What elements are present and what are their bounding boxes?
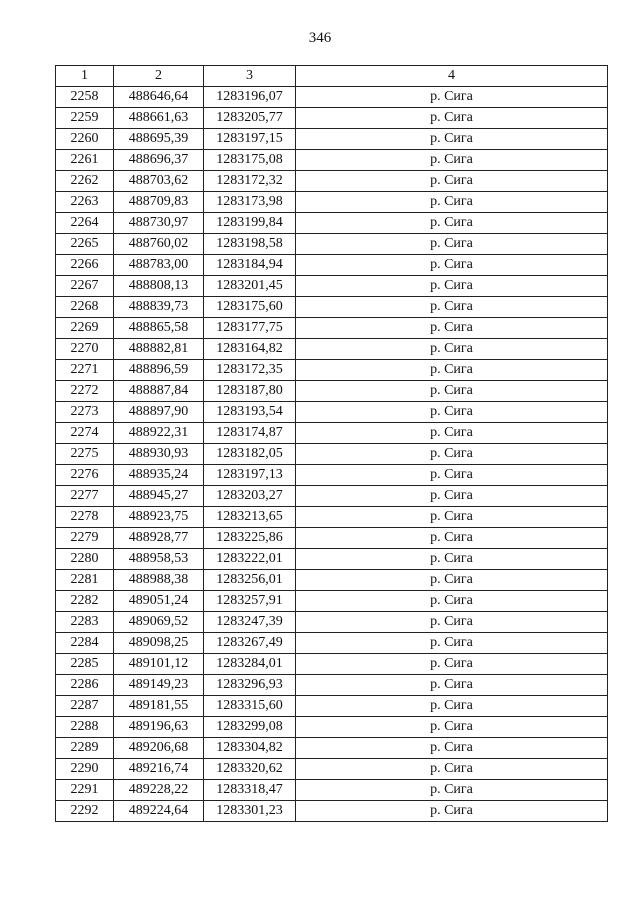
table-row (56, 339, 608, 360)
description-cell: р. Сига (296, 150, 608, 171)
x-coordinate-cell: 489149,23 (114, 675, 204, 696)
table-body (56, 87, 608, 822)
table-row (56, 192, 608, 213)
table-row (56, 549, 608, 570)
x-coordinate-cell: 488730,97 (114, 213, 204, 234)
description-cell: р. Сига (296, 192, 608, 213)
x-coordinate-cell: 489224,64 (114, 801, 204, 822)
x-coordinate-cell: 489051,24 (114, 591, 204, 612)
description-cell: р. Сига (296, 528, 608, 549)
x-coordinate-cell: 489228,22 (114, 780, 204, 801)
description-cell: р. Сига (296, 486, 608, 507)
description-cell: р. Сига (296, 633, 608, 654)
description-cell: р. Сига (296, 402, 608, 423)
y-coordinate-cell: 1283205,77 (204, 108, 296, 129)
table-row (56, 633, 608, 654)
table-row (56, 654, 608, 675)
table-row (56, 255, 608, 276)
header-cell-col3: 3 (204, 66, 296, 87)
x-coordinate-cell: 488760,02 (114, 234, 204, 255)
x-coordinate-cell: 488783,00 (114, 255, 204, 276)
x-coordinate-cell: 488945,27 (114, 486, 204, 507)
y-coordinate-cell: 1283284,01 (204, 654, 296, 675)
y-coordinate-cell: 1283187,80 (204, 381, 296, 402)
table-row (56, 171, 608, 192)
x-coordinate-cell: 488646,64 (114, 87, 204, 108)
header-cell-col1: 1 (56, 66, 114, 87)
y-coordinate-cell: 1283296,93 (204, 675, 296, 696)
point-number-cell: 2281 (56, 570, 114, 591)
table-row (56, 570, 608, 591)
y-coordinate-cell: 1283196,07 (204, 87, 296, 108)
description-cell: р. Сига (296, 297, 608, 318)
table-row (56, 486, 608, 507)
description-cell: р. Сига (296, 465, 608, 486)
y-coordinate-cell: 1283175,60 (204, 297, 296, 318)
point-number-cell: 2292 (56, 801, 114, 822)
description-cell: р. Сига (296, 675, 608, 696)
y-coordinate-cell: 1283184,94 (204, 255, 296, 276)
point-number-cell: 2283 (56, 612, 114, 633)
description-cell: р. Сига (296, 381, 608, 402)
y-coordinate-cell: 1283174,87 (204, 423, 296, 444)
table-row (56, 675, 608, 696)
table-row (56, 696, 608, 717)
description-cell: р. Сига (296, 780, 608, 801)
point-number-cell: 2286 (56, 675, 114, 696)
point-number-cell: 2266 (56, 255, 114, 276)
point-number-cell: 2267 (56, 276, 114, 297)
description-cell: р. Сига (296, 276, 608, 297)
table-row (56, 423, 608, 444)
description-cell: р. Сига (296, 801, 608, 822)
point-number-cell: 2284 (56, 633, 114, 654)
page-number: 346 (308, 30, 332, 46)
description-cell: р. Сига (296, 213, 608, 234)
table-row (56, 87, 608, 108)
description-cell: р. Сига (296, 570, 608, 591)
y-coordinate-cell: 1283201,45 (204, 276, 296, 297)
header-cell-col4: 4 (296, 66, 608, 87)
point-number-cell: 2258 (56, 87, 114, 108)
description-cell: р. Сига (296, 318, 608, 339)
point-number-cell: 2272 (56, 381, 114, 402)
x-coordinate-cell: 489181,55 (114, 696, 204, 717)
x-coordinate-cell: 489216,74 (114, 759, 204, 780)
point-number-cell: 2285 (56, 654, 114, 675)
x-coordinate-cell: 488865,58 (114, 318, 204, 339)
point-number-cell: 2287 (56, 696, 114, 717)
point-number-cell: 2264 (56, 213, 114, 234)
y-coordinate-cell: 1283320,62 (204, 759, 296, 780)
point-number-cell: 2289 (56, 738, 114, 759)
x-coordinate-cell: 489098,25 (114, 633, 204, 654)
x-coordinate-cell: 488887,84 (114, 381, 204, 402)
point-number-cell: 2277 (56, 486, 114, 507)
point-number-cell: 2275 (56, 444, 114, 465)
point-number-cell: 2290 (56, 759, 114, 780)
description-cell: р. Сига (296, 717, 608, 738)
description-cell: р. Сига (296, 591, 608, 612)
y-coordinate-cell: 1283198,58 (204, 234, 296, 255)
table-row (56, 444, 608, 465)
table-row (56, 591, 608, 612)
y-coordinate-cell: 1283247,39 (204, 612, 296, 633)
table-row (56, 318, 608, 339)
description-cell: р. Сига (296, 759, 608, 780)
y-coordinate-cell: 1283172,32 (204, 171, 296, 192)
x-coordinate-cell: 489196,63 (114, 717, 204, 738)
table-row (56, 612, 608, 633)
x-coordinate-cell: 488709,83 (114, 192, 204, 213)
point-number-cell: 2278 (56, 507, 114, 528)
table-row (56, 129, 608, 150)
point-number-cell: 2273 (56, 402, 114, 423)
y-coordinate-cell: 1283164,82 (204, 339, 296, 360)
description-cell: р. Сига (296, 654, 608, 675)
table-row (56, 381, 608, 402)
x-coordinate-cell: 488696,37 (114, 150, 204, 171)
y-coordinate-cell: 1283203,27 (204, 486, 296, 507)
table-row (56, 717, 608, 738)
point-number-cell: 2276 (56, 465, 114, 486)
y-coordinate-cell: 1283193,54 (204, 402, 296, 423)
x-coordinate-cell: 488958,53 (114, 549, 204, 570)
point-number-cell: 2268 (56, 297, 114, 318)
y-coordinate-cell: 1283197,13 (204, 465, 296, 486)
description-cell: р. Сига (296, 108, 608, 129)
description-cell: р. Сига (296, 549, 608, 570)
table-row (56, 276, 608, 297)
table-row (56, 759, 608, 780)
table-row (56, 528, 608, 549)
point-number-cell: 2279 (56, 528, 114, 549)
point-number-cell: 2269 (56, 318, 114, 339)
description-cell: р. Сига (296, 339, 608, 360)
x-coordinate-cell: 488661,63 (114, 108, 204, 129)
point-number-cell: 2280 (56, 549, 114, 570)
point-number-cell: 2271 (56, 360, 114, 381)
point-number-cell: 2262 (56, 171, 114, 192)
y-coordinate-cell: 1283177,75 (204, 318, 296, 339)
x-coordinate-cell: 488839,73 (114, 297, 204, 318)
point-number-cell: 2263 (56, 192, 114, 213)
x-coordinate-cell: 488896,59 (114, 360, 204, 381)
x-coordinate-cell: 488988,38 (114, 570, 204, 591)
point-number-cell: 2259 (56, 108, 114, 129)
table-row (56, 297, 608, 318)
coordinates-table (55, 65, 608, 822)
description-cell: р. Сига (296, 129, 608, 150)
point-number-cell: 2265 (56, 234, 114, 255)
description-cell: р. Сига (296, 234, 608, 255)
description-cell: р. Сига (296, 87, 608, 108)
x-coordinate-cell: 488695,39 (114, 129, 204, 150)
table-row (56, 234, 608, 255)
table-row (56, 507, 608, 528)
y-coordinate-cell: 1283172,35 (204, 360, 296, 381)
description-cell: р. Сига (296, 738, 608, 759)
y-coordinate-cell: 1283173,98 (204, 192, 296, 213)
y-coordinate-cell: 1283318,47 (204, 780, 296, 801)
description-cell: р. Сига (296, 360, 608, 381)
y-coordinate-cell: 1283267,49 (204, 633, 296, 654)
x-coordinate-cell: 489206,68 (114, 738, 204, 759)
y-coordinate-cell: 1283256,01 (204, 570, 296, 591)
y-coordinate-cell: 1283199,84 (204, 213, 296, 234)
description-cell: р. Сига (296, 507, 608, 528)
y-coordinate-cell: 1283175,08 (204, 150, 296, 171)
table-row (56, 465, 608, 486)
table-row (56, 402, 608, 423)
x-coordinate-cell: 488922,31 (114, 423, 204, 444)
y-coordinate-cell: 1283213,65 (204, 507, 296, 528)
description-cell: р. Сига (296, 612, 608, 633)
point-number-cell: 2274 (56, 423, 114, 444)
y-coordinate-cell: 1283299,08 (204, 717, 296, 738)
y-coordinate-cell: 1283301,23 (204, 801, 296, 822)
y-coordinate-cell: 1283182,05 (204, 444, 296, 465)
description-cell: р. Сига (296, 255, 608, 276)
table-row (56, 360, 608, 381)
x-coordinate-cell: 489069,52 (114, 612, 204, 633)
x-coordinate-cell: 488930,93 (114, 444, 204, 465)
x-coordinate-cell: 489101,12 (114, 654, 204, 675)
table-row (56, 108, 608, 129)
point-number-cell: 2261 (56, 150, 114, 171)
x-coordinate-cell: 488935,24 (114, 465, 204, 486)
description-cell: р. Сига (296, 423, 608, 444)
x-coordinate-cell: 488882,81 (114, 339, 204, 360)
y-coordinate-cell: 1283257,91 (204, 591, 296, 612)
point-number-cell: 2288 (56, 717, 114, 738)
table-row (56, 213, 608, 234)
point-number-cell: 2282 (56, 591, 114, 612)
description-cell: р. Сига (296, 444, 608, 465)
table-row (56, 801, 608, 822)
x-coordinate-cell: 488923,75 (114, 507, 204, 528)
point-number-cell: 2270 (56, 339, 114, 360)
y-coordinate-cell: 1283225,86 (204, 528, 296, 549)
point-number-cell: 2291 (56, 780, 114, 801)
description-cell: р. Сига (296, 696, 608, 717)
point-number-cell: 2260 (56, 129, 114, 150)
table-row (56, 150, 608, 171)
x-coordinate-cell: 488897,90 (114, 402, 204, 423)
x-coordinate-cell: 488928,77 (114, 528, 204, 549)
table-row (56, 780, 608, 801)
x-coordinate-cell: 488808,13 (114, 276, 204, 297)
header-row (56, 66, 608, 87)
y-coordinate-cell: 1283197,15 (204, 129, 296, 150)
y-coordinate-cell: 1283304,82 (204, 738, 296, 759)
table-row (56, 738, 608, 759)
table-header (56, 66, 608, 87)
header-cell-col2: 2 (114, 66, 204, 87)
description-cell: р. Сига (296, 171, 608, 192)
x-coordinate-cell: 488703,62 (114, 171, 204, 192)
y-coordinate-cell: 1283222,01 (204, 549, 296, 570)
y-coordinate-cell: 1283315,60 (204, 696, 296, 717)
